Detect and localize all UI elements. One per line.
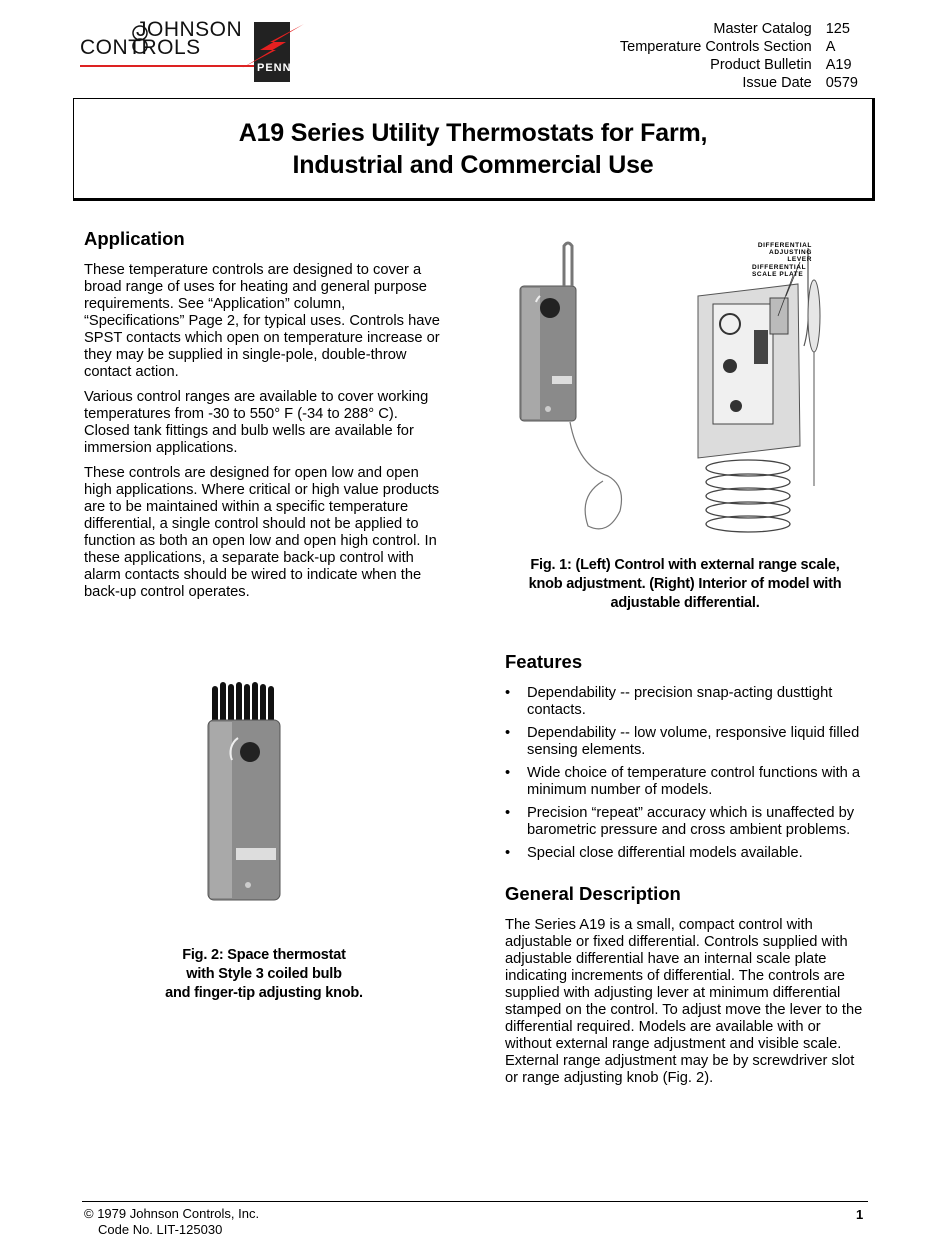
bullet-icon: • [505,725,511,741]
fig1-caption-line2: knob adjustment. (Right) Interior of model with [528,576,842,592]
feature-item [505,805,870,839]
feature-text: Wide choice of temperature control functions with a minimum number of models. [527,765,861,798]
lightning-bolt-icon [240,20,306,70]
fig1-illustration [508,236,858,546]
catalog-value: 125 [825,21,850,37]
feature-item [505,685,870,719]
bullet-icon: • [505,685,511,701]
catalog-value: A [825,39,836,55]
application-paragraph-2: Various control ranges are available to cover working temperatures from -30 to 550° F (-34 to 288° C). Closed tank fittings and bulb wells are available for immersion applications. [84,389,429,456]
features-section [505,651,870,868]
feature-text: Special close differential models available. [527,845,803,861]
footer-code: Code No. LIT-125030 [98,1222,223,1237]
logo-red-line [80,65,264,67]
catalog-label: Issue Date [742,75,812,91]
fig1-label-lever-line1: DIFFERENTIAL [757,242,812,249]
fig2-caption-line1: Fig. 2: Space thermostat [182,947,346,963]
feature-text: Precision “repeat” accuracy which is unaffected by barometric pressure and cross ambient problems. [527,805,855,838]
fig1-label-lever [752,242,812,263]
fig1-image [508,236,858,546]
fig2-caption-line3: and finger-tip adjusting knob. [165,985,363,1001]
bullet-icon: • [505,845,511,861]
fig1-label-scale-line2: SCALE PLATE [752,271,804,278]
feature-item [505,845,870,862]
footer-divider [82,1201,868,1202]
catalog-value: 0579 [825,75,858,91]
general-description-section [505,883,870,1095]
bullet-icon: • [505,765,511,781]
catalog-label: Master Catalog [713,21,812,37]
catalog-info [620,20,858,92]
fig1-label-scale-line1: DIFFERENTIAL [752,264,807,271]
features-heading: Features [505,651,583,672]
general-description-paragraph: The Series A19 is a small, compact control with adjustable or fixed differential. Controls supplied with adjustable differential have an internal scale plate indicating increments of differential. The controls are supplied with adjusting lever at minimum differential stamped on the control. To adjust move the lever to the differential required. Models are available with or without external range adjustment and visible scale. External range adjustment may be by screwdriver slot or range adjusting knob (Fig. 2). [505,917,863,1086]
page-title-line2: Industrial and Commercial Use [292,150,654,179]
application-heading: Application [84,228,185,249]
logo-emblem-icon [126,22,156,62]
fig1-label-lever-line2: ADJUSTING LEVER [769,249,812,263]
footer-copyright: © 1979 Johnson Controls, Inc. [84,1206,260,1221]
feature-item [505,725,870,759]
general-description-heading: General Description [505,883,681,904]
penn-badge-text: PENN [257,62,292,74]
fig1-caption-line3: adjustable differential. [610,595,760,611]
fig1-caption [505,556,865,613]
fig2-illustration [200,680,290,930]
application-paragraph-1: These temperature controls are designed to cover a broad range of uses for heating and general purpose requirements. See “Application” column, “Specifications” Page 2, for typical uses. Controls have SPST contacts which open on temperature increase or they may be supplied in single-pole, double-throw contact action. [84,262,440,380]
application-section [84,228,444,609]
page-title-line1: A19 Series Utility Thermostats for Farm, [238,118,708,147]
logo-text-controls: CONTROLS [80,36,201,59]
fig1-caption-line1: Fig. 1: (Left) Control with external range scale, [530,557,840,573]
fig2-caption [140,946,388,1003]
fig2-caption-line2: with Style 3 coiled bulb [186,966,342,982]
feature-item [505,765,870,799]
fig2-image [200,680,290,930]
bullet-icon: • [505,805,511,821]
title-box [73,98,875,201]
catalog-value: A19 [825,57,852,73]
page-number: 1 [856,1207,864,1222]
company-logo [78,18,318,88]
logo-text-johnson: JOHNSON [136,18,243,41]
application-paragraph-3: These controls are designed for open low and open high applications. Where critical or high value products are to be maintained within a specific temperature differential, a single control should not be applied to function as both an open low and open high control. In these applications, a separate back-up control with alarm contacts should be wired to indicate when the back-up control operates. [84,465,440,600]
footer-left [84,1206,259,1238]
features-list [505,685,870,862]
catalog-label: Product Bulletin [710,57,812,73]
fig1-label-scale-plate [752,264,812,278]
feature-text: Dependability -- low volume, responsive liquid filled sensing elements. [527,725,860,758]
catalog-label: Temperature Controls Section [619,39,812,55]
feature-text: Dependability -- precision snap-acting dusttight contacts. [527,685,833,718]
